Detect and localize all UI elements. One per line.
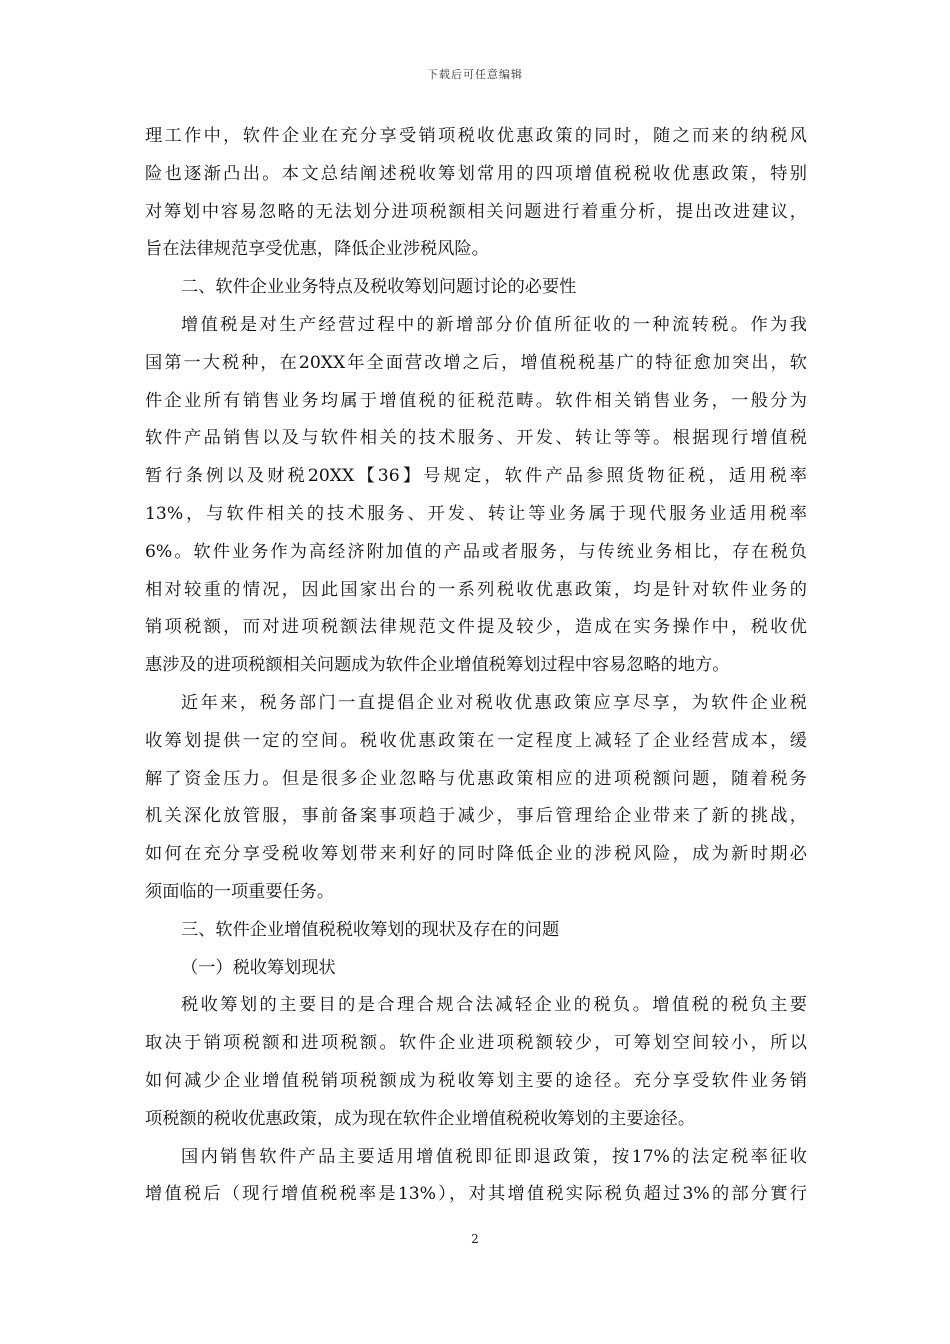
text-line: 机关深化放管服，事前备案事项趋于减少，事后管理给企业带来了新的挑战， — [145, 806, 807, 827]
text-line: 取决于销项税额和进项税额。软件企业进项税额较少，可筹划空间较小，所以 — [145, 1033, 807, 1054]
text-line: 如何减少企业增值税销项税额成为税收筹划主要的途径。充分享受软件业务销 — [145, 1070, 807, 1091]
text-line: 旨在法律规范享受优惠，降低企业涉税风险。 — [145, 239, 489, 260]
text-line: 如何在充分享受税收筹划带来利好的同时降低企业的涉税风险，成为新时期必 — [145, 844, 807, 865]
text-line: 理工作中，软件企业在充分享受销项税收优惠政策的同时，随之而来的纳税风 — [145, 126, 807, 146]
text-line: 软件产品销售以及与软件相关的技术服务、开发、转让等等。根据现行增值税 — [145, 428, 807, 449]
text-line: 项税额的税收优惠政策，成为现在软件企业增值税税收筹划的主要途径。 — [145, 1108, 696, 1129]
text-line: 须面临的一项重要任务。 — [145, 881, 335, 902]
text-line: 国内销售软件产品主要适用增值税即征即退政策，按17%的法定税率征收 — [181, 1146, 807, 1167]
text-line: 收筹划提供一定的空间。税收优惠政策在一定程度上减轻了企业经营成本，缓 — [145, 730, 807, 751]
page-number: 2 — [471, 1232, 479, 1246]
document-body — [145, 118, 807, 1214]
text-line: 相对较重的情况，因此国家出台的一系列税收优惠政策，均是针对软件业务的 — [145, 579, 807, 600]
text-line: 国第一大税种，在20XX年全面营改增之后，增值税税基广的特征愈加突出，软 — [145, 352, 807, 373]
text-line: 暂行条例以及财税20XX【36】号规定，软件产品参照货物征税，适用税率 — [145, 466, 807, 487]
section-heading: 三、软件企业增值税税收筹划的现状及存在的问题 — [181, 919, 560, 940]
text-line: 惠涉及的进项税额相关问题成为软件企业增值税筹划过程中容易忽略的地方。 — [145, 655, 730, 676]
text-line: 险也逐渐凸出。本文总结阐述税收筹划常用的四项增值税税收优惠政策，特别 — [145, 163, 807, 184]
page-header: 下载后可任意编辑 — [427, 68, 523, 81]
section-heading: 二、软件企业业务特点及税收筹划问题讨论的必要性 — [181, 277, 577, 298]
text-line: 增值税后（现行增值税税率是13%），对其增值税实际税负超过3%的部分實行 — [145, 1184, 807, 1205]
text-line: 税收筹划的主要目的是合理合规合法减轻企业的税负。增值税的税负主要 — [181, 995, 807, 1016]
text-line: 增值税是对生产经营过程中的新增部分价值所征收的一种流转税。作为我 — [181, 314, 807, 335]
subsection-heading: （一）税收筹划现状 — [181, 957, 336, 978]
text-line: 6%。软件业务作为高经济附加值的产品或者服务，与传统业务相比，存在税负 — [145, 541, 807, 562]
text-line: 近年来，税务部门一直提倡企业对税收优惠政策应享尽享，为软件企业税 — [181, 692, 807, 713]
text-line: 件企业所有销售业务均属于增值税的征税范畴。软件相关销售业务，一般分为 — [145, 390, 807, 411]
text-line: 13%，与软件相关的技术服务、开发、转让等业务属于现代服务业适用税率 — [145, 503, 807, 524]
text-line: 销项税额，而对进项税额法律规范文件提及较少，造成在实务操作中，税收优 — [145, 617, 807, 638]
text-line: 解了资金压力。但是很多企业忽略与优惠政策相应的进项税额问题，随着税务 — [145, 768, 807, 789]
text-line: 对筹划中容易忽略的无法划分进项税额相关问题进行着重分析，提出改进建议， — [145, 201, 807, 222]
